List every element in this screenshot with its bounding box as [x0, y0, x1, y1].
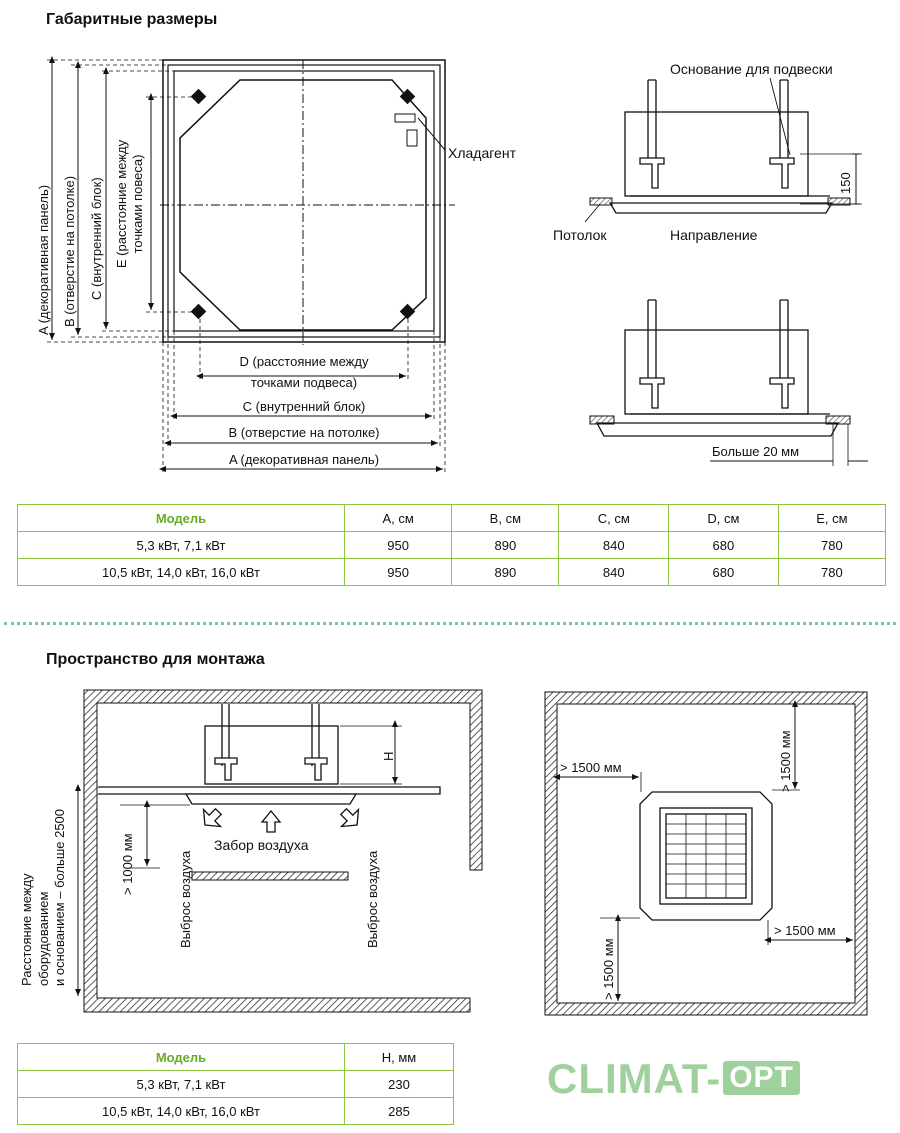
air-outlet-left-label: Выброс воздуха	[178, 850, 193, 948]
table-header-cell: Модель	[18, 1044, 345, 1071]
height-table	[17, 1043, 454, 1125]
air-outlet-right-label: Выброс воздуха	[365, 850, 380, 948]
logo-main-text: CLIMAT-	[547, 1055, 722, 1102]
table-cell: 840	[559, 532, 669, 559]
refrigerant-label: Хладагент	[448, 145, 516, 161]
dim-b-label: B (отверстие на потолке)	[228, 425, 380, 440]
table-cell: 680	[669, 559, 779, 586]
min-1000mm-label: > 1000 мм	[120, 833, 135, 895]
clearance-top-label: > 1500 мм	[778, 730, 793, 792]
table-header-cell: Модель	[18, 505, 345, 532]
dim-a-label: A (декоративная панель)	[228, 452, 380, 467]
distance-label-line-2: оборудованием	[36, 891, 51, 986]
ceiling-label: Потолок	[553, 227, 607, 243]
h-dimension-label: H	[381, 751, 396, 761]
table-cell: 230	[345, 1071, 454, 1098]
dim-a-vertical-label: A (декоративная панель)	[36, 184, 51, 335]
table-cell: 680	[669, 532, 779, 559]
table-cell: 890	[452, 532, 559, 559]
table-header-cell: D, см	[669, 505, 779, 532]
distance-label-line-3: и основанием – больше 2500	[52, 808, 67, 986]
table-cell: 780	[778, 559, 885, 586]
table-header-cell: E, см	[778, 505, 885, 532]
table-cell: 780	[778, 532, 885, 559]
table-cell: 285	[345, 1098, 454, 1125]
table-header-row	[18, 1044, 454, 1071]
dim-150-label: 150	[838, 172, 853, 194]
clearance-bottom-label: > 1500 мм	[601, 938, 616, 1000]
dim-b-vertical-label: B (отверстие на потолке)	[62, 175, 77, 327]
clearance-left-label: > 1500 мм	[560, 760, 622, 775]
dim-c-vertical-label: C (внутренний блок)	[89, 177, 104, 300]
dim-d-label-1: D (расстояние между	[239, 354, 369, 369]
table-cell: 950	[345, 532, 452, 559]
table-cell: 5,3 кВт, 7,1 кВт	[18, 532, 345, 559]
section-title-dimensions: Габаритные размеры	[46, 11, 218, 28]
section-title-installation-space: Пространство для монтажа	[46, 651, 265, 668]
table-cell: 5,3 кВт, 7,1 кВт	[18, 1071, 345, 1098]
dim-d-label-2: точками подвеса)	[250, 375, 358, 390]
table-cell: 10,5 кВт, 14,0 кВт, 16,0 кВт	[18, 559, 345, 586]
table-header-cell: H, мм	[345, 1044, 454, 1071]
more-than-20mm-label: Больше 20 мм	[712, 444, 800, 459]
dim-e-vertical-label-1: E (расстояние между	[114, 139, 129, 269]
distance-label-line-1: Расстояние между	[19, 873, 34, 986]
table-cell: 840	[559, 559, 669, 586]
clearance-right-label: > 1500 мм	[774, 923, 836, 938]
table-cell: 950	[345, 559, 452, 586]
table-header-cell: B, см	[452, 505, 559, 532]
table-row	[18, 1098, 454, 1125]
brand-logo	[547, 1055, 800, 1103]
dim-c-label: C (внутренний блок)	[242, 399, 366, 414]
direction-label: Направление	[670, 227, 758, 243]
table-cell: 890	[452, 559, 559, 586]
dim-e-vertical-label-2: точками повеса)	[130, 154, 145, 254]
table-header-cell: C, см	[559, 505, 669, 532]
table-row	[18, 1071, 454, 1098]
air-intake-label: Забор воздуха	[214, 837, 309, 853]
mount-base-label: Основание для подвески	[670, 61, 833, 77]
table-header-cell: A, см	[345, 505, 452, 532]
table-cell: 10,5 кВт, 14,0 кВт, 16,0 кВт	[18, 1098, 345, 1125]
logo-box-text: OPT	[723, 1061, 800, 1095]
